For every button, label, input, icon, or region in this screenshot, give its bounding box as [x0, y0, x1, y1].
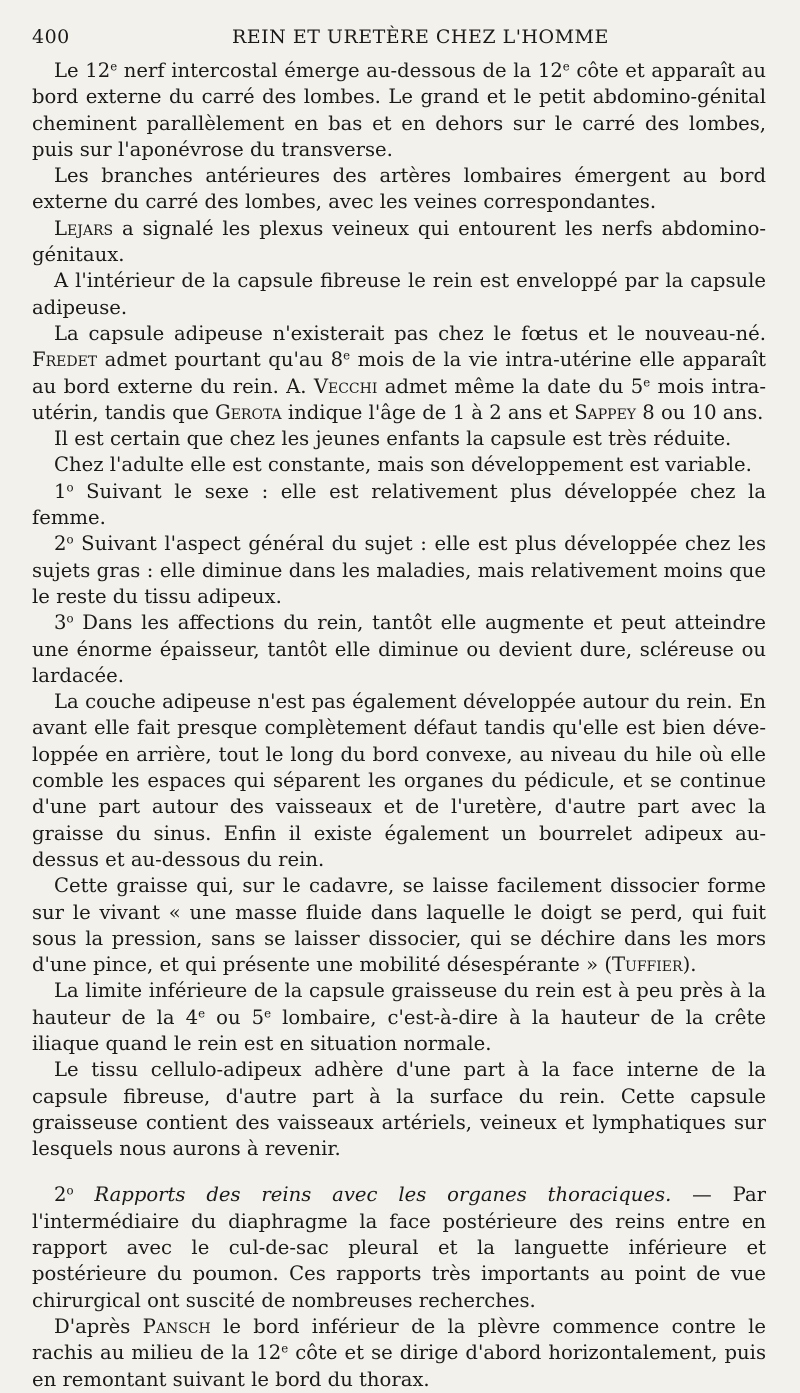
paragraph-11: La couche adipeuse n'est pas également développée autour du rein. En avant elle fait presque complètement défaut tandis qu'elle est bien développée en arrière, tout le long du bord convexe, au niveau du hile où elle comble les espaces qui séparent les organes du pédicule, et se continue d'une part autour des vaisseaux et de l'uretère, d'autre part avec la graisse du sinus. Enfin il existe également un bourrelet adipeux au-dessus et au-dessous du rein. — [32, 690, 766, 871]
author-tuffier: Tuffier — [611, 953, 683, 977]
paragraph-12: Cette graisse qui, sur le cadavre, se laisse facilement dissocier forme sur le vivant « une masse fluide dans laquelle le doigt se perd, qui fuit sous la pression, sans se laisser dissocier, qui se déchire dans les mors d'une pince, et qui présente une mobilité désespérante » (Tuffier). — [32, 874, 766, 977]
paragraph-14: Le tissu cellulo-adipeux adhère d'une part à la face interne de la capsule fibreuse, d'autre part à la surface du rein. Cette capsule graisseuse contient des vaisseaux artériels, veineux et lymphatiques sur lesquels nous aurons à revenir. — [32, 1058, 766, 1161]
author-gerota: Gerota — [215, 400, 282, 424]
author-sappey: Sappey — [574, 400, 637, 424]
section-heading: Rapports des reins avec les organes thoraciques. — [73, 1183, 672, 1207]
author-lejars: Lejars — [54, 216, 114, 240]
paragraph-3: Lejars a signalé les plexus veineux qui entourent les nerfs abdomino-génitaux. — [32, 216, 766, 267]
author-vecchi: Vecchi — [313, 374, 378, 398]
paragraph-8: 1$^o$ Suivant le sexe : elle est relativement plus développée chez la femme. — [32, 479, 766, 530]
paragraph-10: 3$^o$ Dans les affections du rein, tantôt elle augmente et peut atteindre une énorme épaisseur, tantôt elle diminue ou devient dure, scléreuse ou lardacée. — [32, 611, 766, 687]
paragraph-7: Chez l'adulte elle est constante, mais son développement est variable. — [54, 453, 752, 477]
running-title: REIN ET URETÈRE CHEZ L'HOMME — [232, 26, 609, 48]
page-number: 400 — [32, 26, 70, 48]
paragraph-15-section: 2$^o$ Rapports des reins avec les organes thoraciques. — Par l'intermédiaire du diaphragme la face postérieure des reins entre en rapport avec le cul-de-sac pleural et la languette inférieure et postérieure du poumon. Ces rapports très importants au point de vue chirurgical ont suscité de nombreuses recherches. — [32, 1183, 766, 1312]
paragraph-13: La limite inférieure de la capsule graisseuse du rein est à peu près à la hauteur de la 4e ou 5e lombaire, c'est-à-dire à la hauteur de la crête iliaque quand le rein est en situation normale. — [32, 979, 766, 1055]
author-pansch: Pansch — [142, 1314, 211, 1338]
paragraph-16: D'après Pansch le bord inférieur de la plèvre commence contre le rachis au milieu de la 12e côte et se dirige d'abord horizontalement, puis en remontant suivant le bord du thorax. — [32, 1314, 766, 1391]
paragraph-5: La capsule adipeuse n'existerait pas chez le fœtus et le nouveau-né. Fredet admet pourtant qu'au 8e mois de la vie intra-utérine elle apparaît au bord externe du rein. A. Vecchi admet même la date du 5e mois intra-utérin, tandis que Gerota indique l'âge de 1 à 2 ans et Sappey 8 ou 10 ans. — [32, 321, 767, 424]
paragraph-9: 2$^o$ Suivant l'aspect général du sujet : elle est plus développée chez les sujets gras : elle diminue dans les maladies, mais relativement moins que le reste du tissu adipeux. — [32, 532, 766, 608]
running-header — [32, 26, 766, 48]
author-fredet: Fredet — [32, 348, 98, 372]
paragraph-6: Il est certain que chez les jeunes enfants la capsule est très réduite. — [54, 427, 732, 451]
paragraph-1: Le 12e nerf intercostal émerge au-dessous de la 12e côte et apparaît au bord externe du carré des lombes. Le grand et le petit abdomino-génital cheminent parallèlement en bas et en dehors sur le carré des lombes, puis sur l'aponévrose du transverse. — [32, 59, 766, 161]
paragraph-2: Les branches antérieures des artères lombaires émergent au bord externe du carré des lombes, avec les veines correspondantes. — [32, 164, 766, 214]
paragraph-4: A l'intérieur de la capsule fibreuse le rein est enveloppé par la capsule adipeuse. — [32, 269, 766, 319]
